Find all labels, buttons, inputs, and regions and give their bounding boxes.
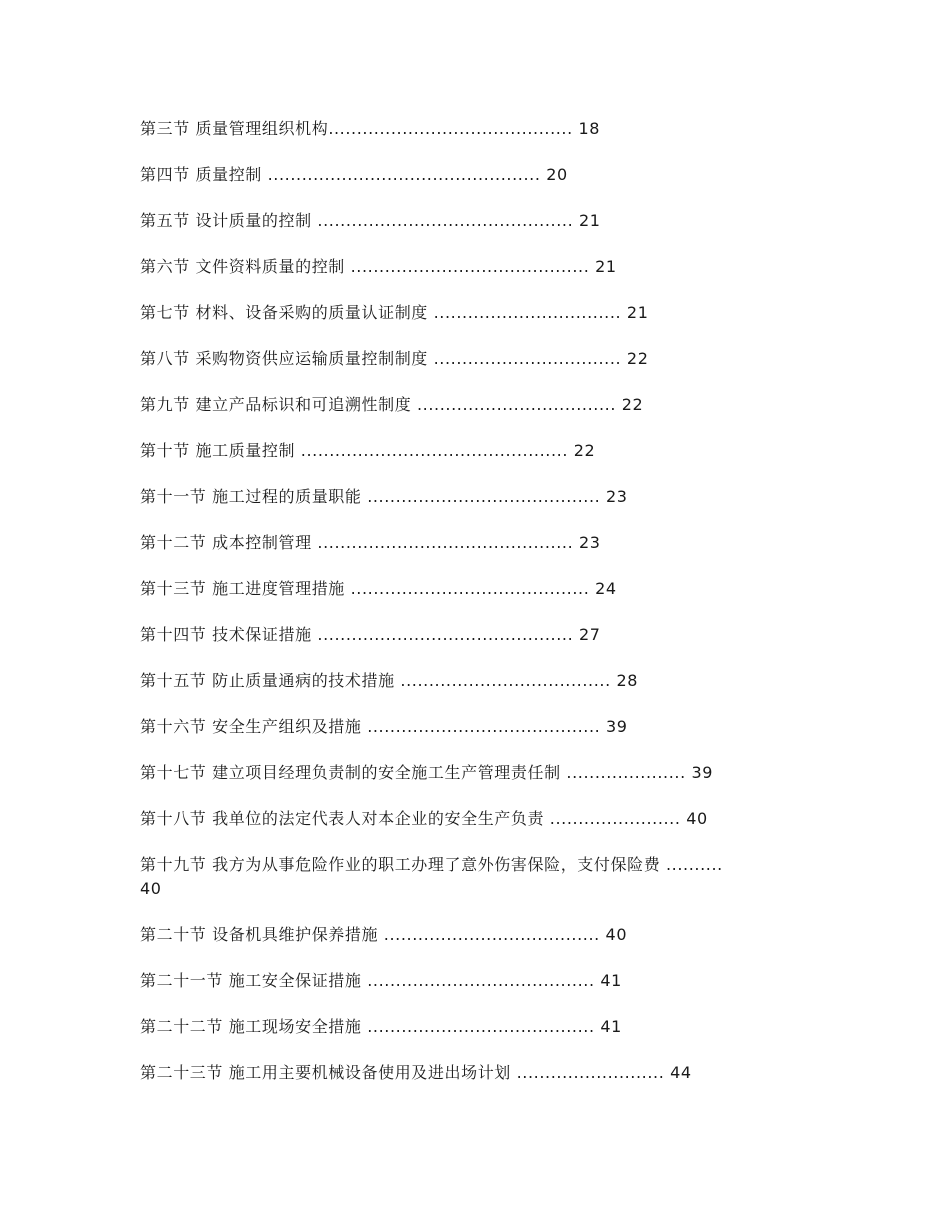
toc-page-number: 39 (606, 717, 628, 736)
toc-entry[interactable] (140, 209, 800, 233)
toc-section-title: 采购物资供应运输质量控制制度 (195, 349, 434, 368)
toc-section-title: 施工安全保证措施 (228, 971, 368, 990)
toc-entry[interactable] (140, 715, 800, 739)
toc-section-label: 第十一节 (140, 487, 207, 506)
toc-section-title: 技术保证措施 (212, 625, 318, 644)
toc-section-label: 第三节 (140, 119, 190, 138)
toc-entry[interactable] (140, 255, 800, 279)
toc-section-title: 文件资料质量的控制 (195, 257, 351, 276)
toc-section-label: 第二十三节 (140, 1063, 224, 1082)
toc-section-label: 第九节 (140, 395, 190, 414)
toc-page-number: 41 (600, 971, 622, 990)
toc-page-number: 23 (578, 533, 601, 552)
toc-dot-leader: ................................. (433, 349, 622, 368)
toc-section-title: 防止质量通病的技术措施 (212, 671, 401, 690)
toc-section-title: 建立项目经理负责制的安全施工生产管理责任制 (212, 763, 567, 782)
toc-entry[interactable] (140, 301, 800, 325)
toc-dot-leader: ........................................ (367, 1017, 595, 1036)
table-of-contents (140, 117, 800, 1107)
toc-entry[interactable] (140, 117, 800, 141)
toc-section-label: 第二十一节 (140, 971, 224, 990)
toc-entry[interactable] (140, 1015, 800, 1039)
toc-page-number: 21 (626, 303, 649, 322)
toc-page-number: 40 (605, 925, 628, 944)
toc-page-number: 20 (546, 165, 568, 184)
toc-page-number: 44 (670, 1063, 692, 1082)
toc-section-label: 第十节 (140, 441, 190, 460)
toc-dot-leader: ................................... (417, 395, 617, 414)
toc-entry[interactable] (140, 347, 800, 371)
toc-section-title: 施工进度管理措施 (212, 579, 351, 598)
toc-page-number: 22 (626, 349, 649, 368)
toc-dot-leader: .......... (665, 855, 723, 874)
toc-dot-leader: ...................................... (383, 925, 600, 944)
toc-dot-leader: ......................................... (367, 717, 601, 736)
toc-section-title: 材料、设备采购的质量认证制度 (195, 303, 434, 322)
toc-dot-leader: ..................................... (400, 671, 611, 690)
toc-section-label: 第十六节 (140, 717, 207, 736)
toc-section-label: 第十二节 (140, 533, 207, 552)
toc-section-label: 第十五节 (140, 671, 207, 690)
toc-page-number: 21 (578, 211, 601, 230)
toc-page-number: 22 (621, 395, 644, 414)
toc-page-number: 27 (578, 625, 601, 644)
toc-dot-leader: ........................................ (367, 971, 595, 990)
toc-page-number: 40 (140, 879, 162, 898)
toc-section-label: 第十九节 (140, 855, 207, 874)
toc-section-title: 安全生产组织及措施 (212, 717, 368, 736)
toc-entry[interactable] (140, 485, 800, 509)
toc-section-label: 第十七节 (140, 763, 207, 782)
toc-entry[interactable] (140, 853, 800, 901)
toc-dot-leader: ............................................. (317, 625, 574, 644)
toc-dot-leader: ................................. (433, 303, 622, 322)
toc-dot-leader: ......................................... (367, 487, 601, 506)
toc-page-number: 23 (606, 487, 628, 506)
toc-page-number: 21 (595, 257, 617, 276)
toc-page-number: 24 (595, 579, 617, 598)
toc-page-number: 39 (691, 763, 714, 782)
toc-section-label: 第十四节 (140, 625, 207, 644)
toc-section-title: 我方为从事危险作业的职工办理了意外伤害保险，支付保险费 (212, 855, 666, 874)
toc-section-label: 第十八节 (140, 809, 207, 828)
toc-section-label: 第七节 (140, 303, 190, 322)
toc-entry[interactable] (140, 163, 800, 187)
toc-page-number: 22 (573, 441, 596, 460)
toc-section-label: 第十三节 (140, 579, 207, 598)
toc-section-label: 第四节 (140, 165, 190, 184)
toc-dot-leader: .......................... (516, 1063, 665, 1082)
toc-dot-leader: ....................... (549, 809, 681, 828)
toc-section-title: 建立产品标识和可追溯性制度 (195, 395, 417, 414)
toc-section-title: 施工过程的质量职能 (212, 487, 368, 506)
toc-dot-leader: ............................................. (317, 533, 574, 552)
toc-dot-leader: .......................................... (350, 579, 590, 598)
toc-dot-leader: ............................................... (300, 441, 569, 460)
toc-page-number: 18 (578, 119, 601, 138)
toc-entry[interactable] (140, 669, 800, 693)
toc-entry[interactable] (140, 577, 800, 601)
toc-entry[interactable] (140, 531, 800, 555)
toc-dot-leader: ........................................... (328, 119, 573, 138)
toc-section-title: 施工质量控制 (195, 441, 301, 460)
toc-entry[interactable] (140, 439, 800, 463)
toc-entry[interactable] (140, 623, 800, 647)
toc-entry[interactable] (140, 969, 800, 993)
toc-section-label: 第五节 (140, 211, 190, 230)
toc-section-label: 第二十节 (140, 925, 207, 944)
toc-entry[interactable] (140, 761, 800, 785)
toc-section-title: 质量管理组织机构 (195, 119, 329, 138)
toc-entry[interactable] (140, 807, 800, 831)
toc-section-title: 我单位的法定代表人对本企业的安全生产负责 (212, 809, 550, 828)
toc-dot-leader: ..................... (566, 763, 686, 782)
toc-page-number: 40 (686, 809, 708, 828)
toc-section-title: 成本控制管理 (212, 533, 318, 552)
toc-entry[interactable] (140, 1061, 800, 1085)
toc-section-label: 第八节 (140, 349, 190, 368)
toc-section-title: 设计质量的控制 (195, 211, 318, 230)
toc-dot-leader: ............................................. (317, 211, 574, 230)
toc-section-title: 质量控制 (195, 165, 268, 184)
toc-section-label: 第二十二节 (140, 1017, 224, 1036)
toc-page-number: 28 (616, 671, 639, 690)
toc-entry[interactable] (140, 393, 800, 417)
toc-section-title: 施工现场安全措施 (228, 1017, 368, 1036)
toc-section-title: 施工用主要机械设备使用及进出场计划 (228, 1063, 517, 1082)
toc-dot-leader: ................................................ (267, 165, 541, 184)
toc-section-label: 第六节 (140, 257, 190, 276)
toc-dot-leader: .......................................... (350, 257, 590, 276)
toc-section-title: 设备机具维护保养措施 (212, 925, 384, 944)
toc-entry[interactable] (140, 923, 800, 947)
toc-page-number: 41 (600, 1017, 622, 1036)
